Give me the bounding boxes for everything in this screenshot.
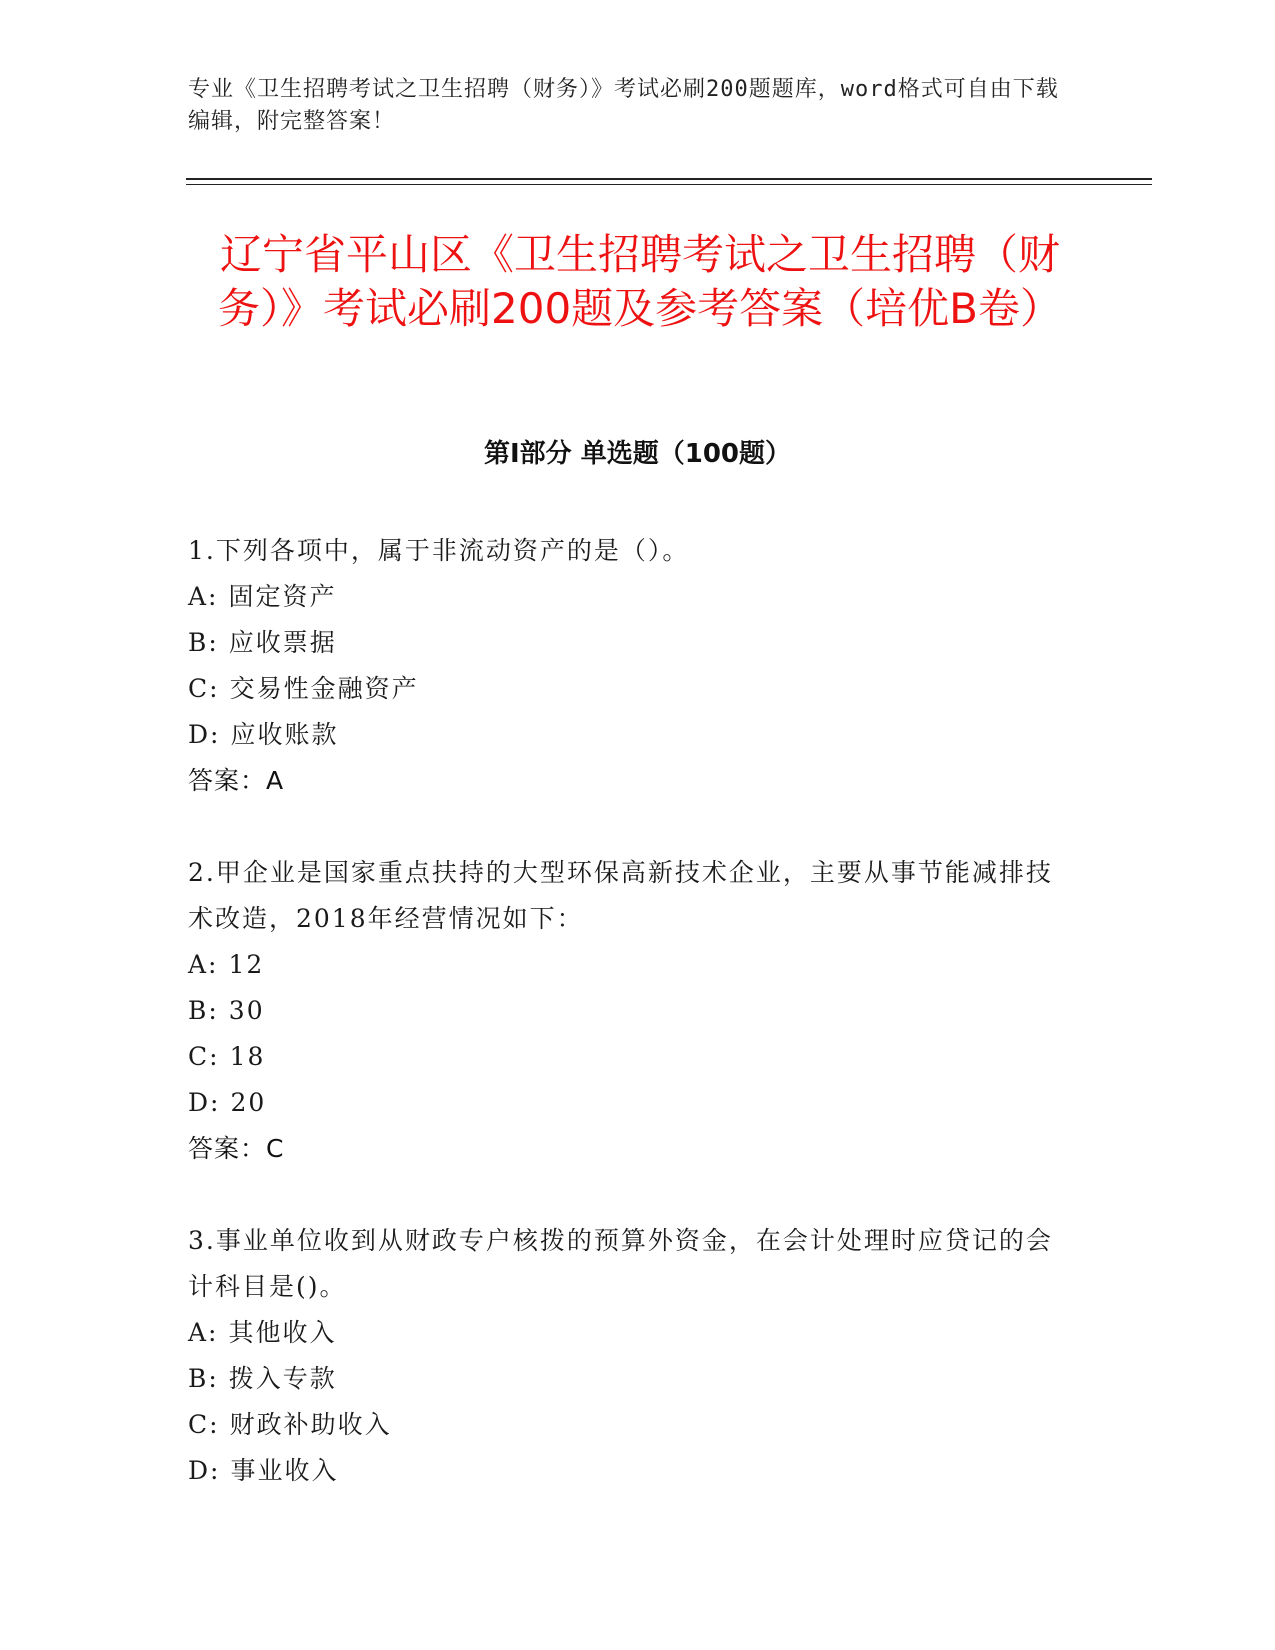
option-text: 其他收入 — [228, 1318, 337, 1347]
option-a — [188, 574, 1068, 620]
option-b — [188, 620, 1068, 666]
option-text: 应收票据 — [228, 628, 337, 657]
option-key: D: — [188, 720, 221, 749]
option-key: D: — [188, 1088, 221, 1117]
section-title: 第I部分 单选题（100题） — [484, 439, 791, 469]
option-text: 交易性金融资产 — [229, 674, 419, 703]
option-a — [188, 1310, 1068, 1356]
option-text: 30 — [228, 996, 265, 1025]
option-key: D: — [188, 1456, 221, 1485]
option-d — [188, 1448, 1068, 1494]
option-c — [188, 666, 1068, 712]
option-key: C: — [188, 1042, 220, 1071]
option-key: C: — [188, 1410, 220, 1439]
question-stem: 3.事业单位收到从财政专户核拨的预算外资金，在会计处理时应贷记的会计科目是()。 — [188, 1226, 1053, 1301]
option-text: 应收账款 — [230, 720, 339, 749]
option-key: A: — [188, 1318, 219, 1347]
option-key: C: — [188, 674, 220, 703]
question-item — [188, 850, 1068, 1172]
option-text: 财政补助收入 — [229, 1410, 392, 1439]
option-a — [188, 942, 1068, 988]
option-d — [188, 1080, 1068, 1126]
option-text: 12 — [228, 950, 265, 979]
option-text: 固定资产 — [228, 582, 337, 611]
option-d — [188, 712, 1068, 758]
header-note: 专业《卫生招聘考试之卫生招聘（财务）》考试必刷200题题库，word格式可自由下载编辑，附完整答案！ — [188, 77, 1059, 134]
option-text: 20 — [230, 1088, 267, 1117]
option-text: 18 — [229, 1042, 266, 1071]
option-key: A: — [188, 582, 219, 611]
document-title: 辽宁省平山区《卫生招聘考试之卫生招聘（财务）》考试必刷200题及参考答案（培优B卷） — [218, 230, 1062, 333]
question-stem: 1.下列各项中，属于非流动资产的是（）。 — [188, 536, 690, 565]
header-divider — [186, 178, 1152, 180]
option-key: B: — [188, 1364, 219, 1393]
answer: 答案：A — [188, 766, 285, 795]
option-b — [188, 988, 1068, 1034]
question-list — [188, 528, 1068, 1540]
question-stem: 2.甲企业是国家重点扶持的大型环保高新技术企业，主要从事节能减排技术改造，2018年经营情况如下： — [188, 858, 1053, 933]
option-key: B: — [188, 628, 219, 657]
option-text: 事业收入 — [230, 1456, 339, 1485]
option-key: B: — [188, 996, 219, 1025]
question-item — [188, 528, 1068, 804]
option-c — [188, 1402, 1068, 1448]
option-c — [188, 1034, 1068, 1080]
option-b — [188, 1356, 1068, 1402]
header-divider-thin — [186, 184, 1152, 185]
option-key: A: — [188, 950, 219, 979]
question-item — [188, 1218, 1068, 1494]
answer: 答案：C — [188, 1134, 285, 1163]
option-text: 拨入专款 — [228, 1364, 337, 1393]
